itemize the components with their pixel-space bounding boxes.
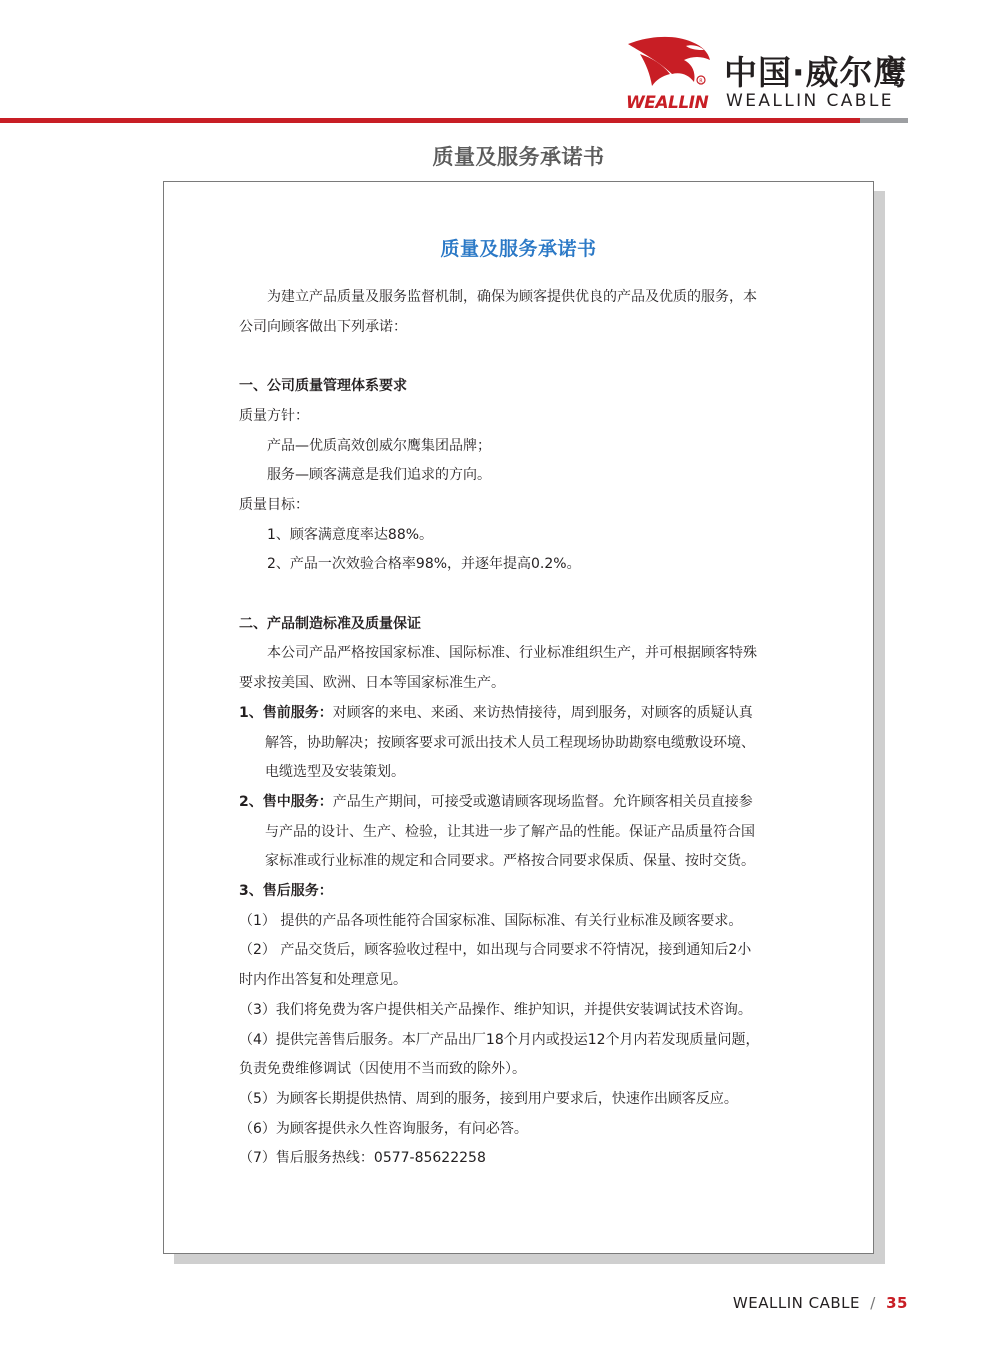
footer-brand: WEALLIN [732, 1294, 804, 1312]
goal-label: 质量目标： [239, 496, 309, 513]
commitment-letter [163, 181, 874, 1254]
pre-sale-text: 对顾客的来电、来函、来访热情接待，周到服务，对顾客的质疑认真 [332, 704, 753, 721]
after-sale-item: （3）我们将免费为客户提供相关产品操作、维护知识，并提供安装调试技术咨询。 [239, 1001, 752, 1018]
letter-title: 质量及服务承诺书 [440, 238, 597, 260]
footer-separator: / [870, 1294, 876, 1312]
after-sale-item: （4）提供完善售后服务。本厂产品出厂18个月内或投运12个月内若发现质量问题， [239, 1031, 760, 1048]
after-sale-item: 时内作出答复和处理意见。 [239, 972, 407, 989]
after-sale-item: （5）为顾客长期提供热情、周到的服务，接到用户要求后，快速作出顾客反应。 [239, 1090, 738, 1107]
section-intro-line: 本公司产品严格按国家标准、国际标准、行业标准组织生产，并可根据顾客特殊 [267, 645, 757, 662]
header-rule-red [0, 118, 860, 123]
after-sale-item: （1） 提供的产品各项性能符合国家标准、国际标准、有关行业标准及顾客要求。 [239, 912, 743, 929]
pre-sale-service [239, 699, 819, 788]
section-heading: 二、产品制造标准及质量保证 [239, 615, 421, 632]
letter-body [239, 283, 819, 1174]
section-intro-line: 要求按美国、欧洲、日本等国家标准生产。 [239, 675, 505, 692]
goal-item: 1、顾客满意度率达88%。 [267, 526, 434, 543]
brand-name-english: WEALLIN CABLE [726, 91, 894, 111]
after-sale-item: （2） 产品交货后，顾客验收过程中，如出现与合同要求不符情况，接到通知后2小 [239, 942, 752, 959]
goal-item: 2、产品一次效验合格率98%，并逐年提高0.2%。 [267, 556, 581, 573]
pre-sale-label: 1、售前服务： [239, 704, 333, 721]
policy-label: 质量方针： [239, 407, 309, 424]
policy-item: 产品—优质高效创威尔鹰集团品牌； [267, 437, 491, 454]
service-hotline: （7）售后服务热线：0577-85622258 [239, 1150, 486, 1167]
page-footer [733, 1294, 908, 1312]
eagle-logo-icon [622, 34, 714, 112]
policy-item: 服务—顾客满意是我们追求的方向。 [267, 467, 491, 484]
brand-name-chinese: 中国·威尔鹰 [724, 53, 908, 92]
pre-sale-text: 解答，协助解决；按顾客要求可派出技术人员工程现场协助勘察电缆敷设环境、 [265, 734, 755, 751]
intro-line: 公司向顾客做出下列承诺： [239, 318, 407, 335]
logo-wordmark: WEALLIN [626, 93, 709, 112]
header-rule-gray [860, 118, 908, 123]
intro-line: 为建立产品质量及服务监督机制，确保为顾客提供优良的产品及优质的服务，本 [267, 289, 757, 305]
in-sale-text: 与产品的设计、生产、检验，让其进一步了解产品的性能。保证产品质量符合国 [265, 823, 755, 840]
svg-text:R: R [699, 78, 703, 85]
in-sale-label: 2、售中服务： [239, 793, 333, 810]
after-sale-item: （6）为顾客提供永久性咨询服务，有问必答。 [239, 1120, 528, 1137]
in-sale-text: 家标准或行业标准的规定和合同要求。严格按合同要求保质、保量、按时交货。 [265, 853, 755, 870]
page-heading: 质量及服务承诺书 [432, 145, 605, 169]
page-number: 35 [886, 1294, 908, 1312]
section-heading: 一、公司质量管理体系要求 [239, 378, 407, 395]
after-sale-item: 负责免费维修调试（因使用不当而致的除外）。 [239, 1061, 526, 1078]
footer-brand-sub: CABLE [808, 1294, 860, 1312]
pre-sale-text: 电缆选型及安装策划。 [265, 764, 405, 781]
after-sale-label: 3、售后服务： [239, 883, 333, 900]
in-sale-service [239, 788, 819, 877]
in-sale-text: 产品生产期间，可接受或邀请顾客现场监督。允许顾客相关员直接参 [332, 793, 753, 810]
